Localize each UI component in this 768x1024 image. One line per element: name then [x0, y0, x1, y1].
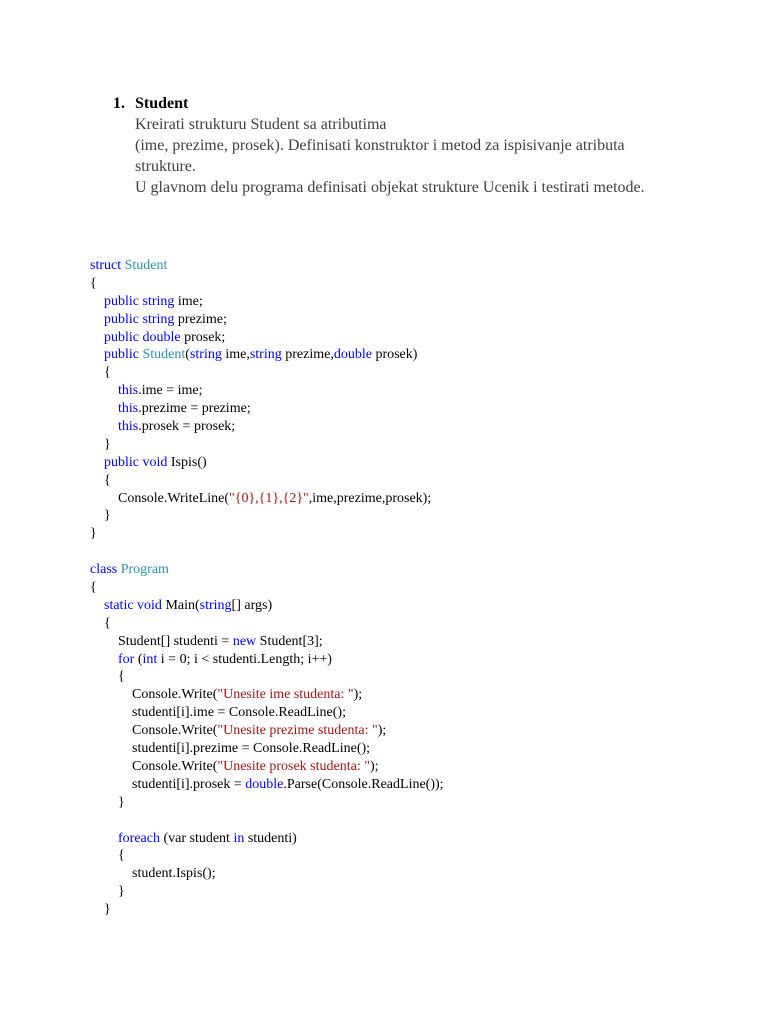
code-text: studenti[i].ime = Console.ReadLine();: [90, 705, 346, 721]
code-keyword: int: [142, 651, 158, 667]
code-string-literal: "Unesite prezime studenta: ": [217, 723, 378, 739]
code-line: [90, 418, 710, 436]
code-keyword: for: [118, 651, 135, 667]
code-text: Main(: [161, 597, 200, 613]
code-line: [90, 758, 710, 776]
code-line: [90, 722, 710, 740]
code-line: [90, 830, 710, 848]
code-keyword: double: [245, 776, 284, 792]
task-description-line: (ime, prezime, prosek). Definisati konstruktor i metod za ispisivanje atributa strukture.: [135, 137, 625, 175]
code-text: Ispis(): [167, 454, 207, 470]
code-text: [90, 831, 118, 846]
code-text: }: [90, 508, 111, 524]
code-line: [90, 633, 710, 651]
code-text: student.Ispis();: [90, 866, 216, 882]
code-text: .ime = ime;: [138, 383, 203, 399]
code-text: [90, 652, 118, 667]
code-line: [90, 543, 710, 561]
code-line: [90, 525, 710, 543]
code-text: ,ime,prezime,prosek);: [308, 490, 432, 506]
code-line: [90, 329, 710, 347]
code-text: Console.Write(: [90, 687, 218, 703]
code-line: [90, 293, 710, 311]
code-keyword: this: [118, 401, 139, 417]
code-text: Console.WriteLine(: [90, 490, 230, 506]
code-text: [90, 347, 104, 362]
code-text: Student[3];: [256, 633, 323, 649]
code-line: [90, 561, 710, 579]
code-keyword: double: [333, 347, 372, 363]
code-keyword: new: [232, 633, 257, 649]
code-text: [90, 294, 104, 309]
code-line: [90, 311, 710, 329]
code-line: [90, 847, 710, 865]
code-text: [90, 330, 104, 345]
code-line: [90, 472, 710, 490]
code-text: (var student: [159, 830, 234, 846]
code-text: {: [90, 669, 125, 685]
code-keyword: double: [142, 329, 181, 345]
code-line: [90, 490, 710, 508]
code-text: {: [90, 365, 111, 381]
code-text: studenti[i].prosek =: [90, 776, 246, 792]
code-text: );: [353, 687, 363, 703]
code-line: [90, 901, 710, 919]
code-line: [90, 812, 710, 830]
code-keyword: string: [249, 347, 282, 363]
code-text: .prezime = prezime;: [138, 401, 251, 417]
code-keyword: string: [199, 597, 232, 613]
code-line: [90, 776, 710, 794]
code-keyword: in: [233, 830, 245, 846]
code-keyword: string: [142, 293, 175, 309]
code-text: [] args): [231, 597, 273, 613]
code-line: [90, 579, 710, 597]
code-text: }: [90, 884, 125, 900]
task-description-line: Kreirati strukturu Student sa atributima: [135, 116, 387, 133]
code-text: [90, 455, 104, 470]
code-line: [90, 615, 710, 633]
code-type-name: Program: [120, 562, 169, 578]
code-text: }: [90, 436, 111, 452]
code-text: {: [90, 848, 125, 864]
code-keyword: public: [104, 329, 139, 345]
code-keyword: this: [118, 419, 139, 435]
code-keyword: foreach: [118, 830, 160, 846]
code-line: [90, 346, 710, 364]
code-text: );: [377, 723, 387, 739]
code-line: [90, 436, 710, 454]
code-line: [90, 364, 710, 382]
code-keyword: static: [104, 597, 134, 613]
task-number: 1.: [113, 95, 125, 112]
code-line: [90, 275, 710, 293]
code-line: [90, 668, 710, 686]
task-heading: [113, 94, 673, 114]
code-keyword: public: [104, 347, 139, 363]
code-text: prosek): [371, 347, 418, 363]
code-text: .Parse(Console.ReadLine());: [283, 776, 444, 792]
code-text: prezime;: [174, 311, 227, 327]
code-string-literal: "Unesite ime studenta: ": [217, 687, 354, 703]
code-keyword: public: [104, 454, 139, 470]
code-text: }: [90, 526, 97, 542]
code-text: prezime,: [281, 347, 334, 363]
code-string-literal: "Unesite prosek studenta: ": [217, 758, 370, 774]
code-keyword: void: [137, 597, 162, 613]
code-line: [90, 507, 710, 525]
code-text: (: [134, 651, 143, 667]
code-line: [90, 883, 710, 901]
code-keyword: this: [118, 383, 139, 399]
code-keyword: string: [142, 311, 175, 327]
code-text: prosek;: [180, 329, 226, 345]
code-text: );: [369, 758, 379, 774]
code-text: .prosek = prosek;: [138, 419, 236, 435]
task-item: [113, 94, 673, 198]
code-type-name: Student: [124, 258, 168, 273]
code-text: [90, 401, 118, 416]
code-string-literal: "{0},{1},{2}": [229, 490, 309, 506]
code-text: {: [90, 275, 97, 291]
code-text: ime,: [221, 347, 250, 363]
code-line: [90, 400, 710, 418]
code-keyword: string: [189, 347, 222, 363]
code-text: studenti[i].prezime = Console.ReadLine();: [90, 741, 371, 757]
code-listing: [90, 257, 710, 919]
code-text: [90, 419, 118, 434]
code-text: studenti): [244, 830, 297, 846]
task-description-line: U glavnom delu programa definisati objekat strukture Ucenik i testirati metode.: [135, 179, 645, 196]
code-keyword: class: [90, 562, 118, 578]
code-text: {: [90, 615, 111, 631]
code-line: [90, 704, 710, 722]
code-line: [90, 794, 710, 812]
code-text: Student[] studenti =: [90, 633, 233, 649]
code-text: {: [90, 472, 111, 488]
code-text: {: [90, 580, 97, 596]
code-line: [90, 454, 710, 472]
code-text: }: [90, 794, 125, 810]
code-text: (: [185, 347, 190, 363]
code-keyword: public: [104, 311, 139, 327]
code-text: i = 0; i < studenti.Length; i++): [157, 651, 332, 667]
code-text: }: [90, 902, 111, 918]
code-line: [90, 865, 710, 883]
code-keyword: public: [104, 293, 139, 309]
code-text: [90, 598, 104, 613]
code-line: [90, 382, 710, 400]
code-type-name: Student: [142, 347, 186, 363]
code-line: [90, 686, 710, 704]
code-line: [90, 740, 710, 758]
code-text: Console.Write(: [90, 723, 218, 739]
code-text: ime;: [174, 293, 203, 309]
code-text: [90, 383, 118, 398]
code-line: [90, 257, 710, 275]
code-text: Console.Write(: [90, 758, 218, 774]
task-description: [135, 114, 673, 198]
code-line: [90, 651, 710, 669]
code-text: [90, 312, 104, 327]
code-line: [90, 597, 710, 615]
task-title: Student: [135, 95, 189, 112]
code-keyword: struct: [90, 258, 122, 273]
code-keyword: void: [142, 454, 168, 470]
